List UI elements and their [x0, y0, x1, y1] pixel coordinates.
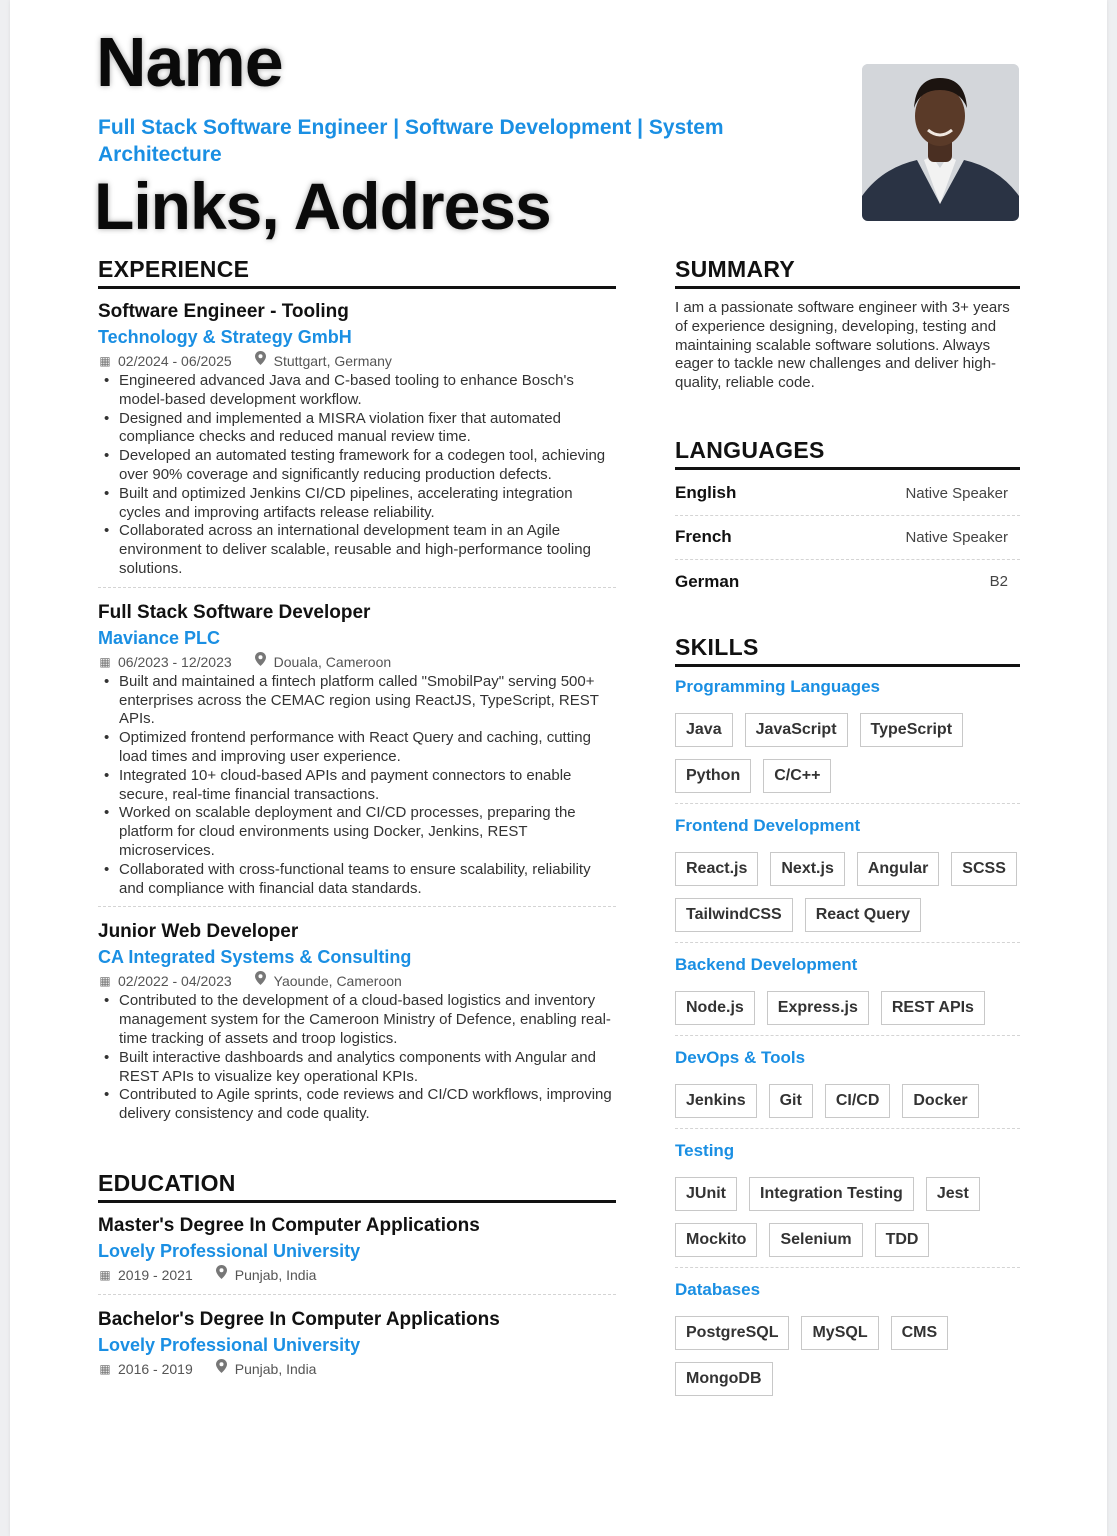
summary-heading: SUMMARY	[675, 256, 1020, 289]
skill-tag: Mockito	[675, 1223, 757, 1257]
language-name: French	[675, 527, 732, 547]
bullet-item: • Built interactive dashboards and analytics components with Angular and REST APIs to visualize key operational KPIs.	[98, 1049, 616, 1087]
skill-category: Testing	[675, 1140, 735, 1160]
summary-text: I am a passionate software engineer with 3+ years of experience designing, developing, testing and maintaining scalable software solutions. Always eager to tackle new challenges and deliver high-quality, reliable code.	[675, 299, 1010, 392]
bullet-item: • Collaborated with cross-functional teams to ensure scalability, reliability and compliance with financial data standards.	[98, 861, 616, 899]
language-level: Native Speaker	[905, 528, 1008, 546]
skill-group	[675, 1280, 1020, 1406]
map-pin-icon	[215, 1264, 229, 1286]
job-entry	[98, 919, 616, 1132]
languages-list	[675, 472, 1020, 604]
job-title: Software Engineer - Tooling	[98, 301, 349, 322]
calendar-icon: ▦	[99, 974, 111, 989]
location: Yaounde, Cameroon	[273, 973, 402, 990]
skill-tag: JavaScript	[745, 713, 848, 747]
skill-tag: SCSS	[951, 852, 1017, 886]
skill-tag: Angular	[857, 852, 939, 886]
date-range: 02/2024 - 06/2025	[118, 353, 232, 369]
company-name: Technology & Strategy GmbH	[98, 327, 352, 347]
calendar-icon: ▦	[99, 654, 111, 669]
skill-category: Backend Development	[675, 954, 858, 974]
language-name: English	[675, 483, 737, 503]
location: Douala, Cameroon	[273, 653, 392, 670]
bullet-item: • Engineered advanced Java and C-based tooling to enhance Bosch's model-based development workflow.	[98, 372, 616, 410]
job-title: Junior Web Developer	[98, 921, 299, 943]
skill-tag: TailwindCSS	[675, 898, 793, 932]
skill-tag: TypeScript	[860, 713, 964, 747]
skill-category: DevOps & Tools	[675, 1047, 806, 1067]
skill-tag: CMS	[891, 1316, 949, 1350]
right-column	[675, 256, 1020, 1418]
skill-tag: PostgreSQL	[675, 1316, 789, 1350]
bullet-list	[98, 992, 616, 1124]
map-pin-icon	[215, 1358, 229, 1380]
skill-group	[675, 1048, 1020, 1129]
skill-tag: Jest	[926, 1177, 980, 1211]
skill-group	[675, 1141, 1020, 1268]
calendar-icon: ▦	[99, 1267, 111, 1282]
skill-tag: JUnit	[675, 1177, 737, 1211]
left-column	[98, 256, 616, 1400]
candidate-name: Name	[96, 23, 283, 101]
meta-row	[98, 350, 616, 372]
bullet-item: • Built and optimized Jenkins CI/CD pipelines, accelerating integration cycles and improving artifacts release reliability.	[98, 485, 616, 523]
language-row	[675, 560, 1020, 604]
skill-tag: React Query	[805, 898, 921, 932]
date-range: 02/2022 - 04/2023	[118, 973, 232, 990]
skills-list	[675, 677, 1020, 1406]
meta-row	[98, 1358, 616, 1380]
bullet-item: • Developed an automated testing framework for a codegen tool, achieving over 90% coverage and significantly reducing production defects.	[98, 447, 616, 485]
education-heading: EDUCATION	[98, 1170, 616, 1203]
skill-group	[675, 955, 1020, 1036]
job-entry	[98, 299, 616, 588]
skill-tags	[675, 713, 1020, 793]
skill-tag: Node.js	[675, 991, 755, 1025]
bullet-list	[98, 673, 616, 899]
date-range: 2019 - 2021	[118, 1266, 193, 1283]
degree-title: Bachelor's Degree In Computer Applications	[98, 1308, 500, 1330]
meta-row	[98, 970, 616, 992]
skill-category: Databases	[675, 1279, 761, 1299]
resume-page	[10, 0, 1107, 1536]
skill-group	[675, 677, 1020, 804]
bullet-item: • Designed and implemented a MISRA violation fixer that automated compliance checks and reduced manual review time.	[98, 410, 616, 448]
skill-tag: MySQL	[801, 1316, 878, 1350]
skill-tag: Git	[769, 1084, 813, 1118]
skill-tag: Docker	[902, 1084, 978, 1118]
skill-tag: CI/CD	[825, 1084, 891, 1118]
map-pin-icon	[254, 350, 268, 372]
bullet-list	[98, 372, 616, 579]
skill-category: Programming Languages	[675, 676, 880, 696]
languages-heading: LANGUAGES	[675, 437, 1020, 470]
profile-photo	[862, 64, 1019, 221]
language-level: Native Speaker	[905, 484, 1008, 502]
bullet-item: • Built and maintained a fintech platform called "SmobilPay" serving 500+ enterprises across the CEMAC region using ReactJS, TypeScript, REST APIs.	[98, 673, 616, 729]
job-title: Full Stack Software Developer	[98, 601, 371, 623]
skill-tags	[675, 1316, 1020, 1396]
meta-row	[98, 651, 616, 673]
education-entry	[98, 1307, 616, 1388]
map-pin-icon	[254, 970, 268, 992]
experience-list	[98, 299, 616, 1132]
skill-tag: Java	[675, 713, 733, 747]
skill-tag: C/C++	[763, 759, 831, 793]
company-name: Maviance PLC	[98, 627, 221, 648]
calendar-icon: ▦	[99, 354, 111, 368]
language-row	[675, 516, 1020, 560]
language-level: B2	[989, 573, 1008, 591]
skill-tags	[675, 991, 1020, 1025]
location: Punjab, India	[234, 1360, 317, 1377]
location: Punjab, India	[234, 1266, 317, 1283]
bullet-item: • Integrated 10+ cloud-based APIs and payment connectors to enable secure, real-time financial transactions.	[98, 767, 616, 805]
language-row	[675, 472, 1020, 516]
skill-tags	[675, 1177, 1020, 1257]
experience-heading: EXPERIENCE	[98, 256, 616, 289]
headline: Full Stack Software Engineer | Software Development | System Architecture	[98, 116, 724, 166]
bullet-item: • Contributed to Agile sprints, code reviews and CI/CD workflows, improving delivery consistency and code quality.	[98, 1086, 616, 1124]
skill-tag: Express.js	[767, 991, 869, 1025]
skill-tag: Jenkins	[675, 1084, 757, 1118]
bullet-item: • Collaborated across an international development team in an Agile environment to deliver scalable, reusable and high-performance tooling solutions.	[98, 522, 616, 578]
skill-tag: Selenium	[769, 1223, 862, 1257]
education-list	[98, 1213, 616, 1388]
date-range: 2016 - 2019	[118, 1360, 193, 1377]
skill-tag: REST APIs	[881, 991, 985, 1025]
bullet-item: • Contributed to the development of a cloud-based logistics and inventory management system for the Cameroon Ministry of Defence, enabling real-time tracking of assets and troop logistics.	[98, 992, 616, 1048]
skill-tag: MongoDB	[675, 1362, 773, 1396]
degree-title: Master's Degree In Computer Applications	[98, 1214, 480, 1236]
location: Stuttgart, Germany	[273, 353, 392, 369]
skill-tag: Next.js	[770, 852, 844, 886]
bullet-item: • Optimized frontend performance with React Query and caching, cutting load times and improving user experience.	[98, 729, 616, 767]
job-entry	[98, 600, 616, 908]
language-name: German	[675, 571, 740, 591]
skill-group	[675, 816, 1020, 943]
skill-tag: React.js	[675, 852, 758, 886]
skill-category: Frontend Development	[675, 815, 861, 835]
calendar-icon: ▦	[99, 1361, 111, 1376]
map-pin-icon	[254, 651, 268, 673]
bullet-item: • Worked on scalable deployment and CI/CD processes, preparing the platform for cloud environments using Docker, Jenkins, REST microservices.	[98, 804, 616, 860]
skill-tag: Python	[675, 759, 751, 793]
skill-tag: TDD	[875, 1223, 930, 1257]
skill-tags	[675, 852, 1020, 932]
company-name: CA Integrated Systems & Consulting	[98, 947, 412, 968]
skill-tags	[675, 1084, 1020, 1118]
school-name: Lovely Professional University	[98, 1334, 361, 1355]
skill-tag: Integration Testing	[749, 1177, 914, 1211]
education-entry	[98, 1213, 616, 1295]
date-range: 06/2023 - 12/2023	[118, 653, 232, 670]
skills-heading: SKILLS	[675, 634, 1020, 667]
links-address: Links, Address	[94, 169, 551, 243]
meta-row	[98, 1264, 616, 1286]
school-name: Lovely Professional University	[98, 1240, 361, 1261]
